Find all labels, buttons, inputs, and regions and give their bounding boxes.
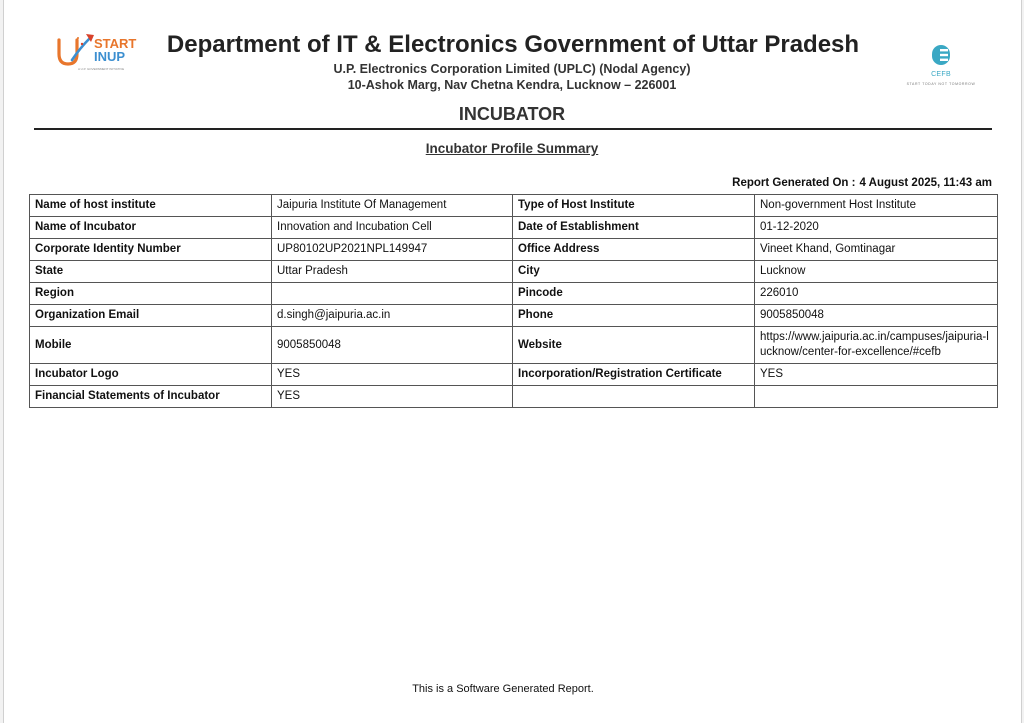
field-label: Phone xyxy=(513,305,755,327)
field-value: Innovation and Incubation Cell xyxy=(272,217,513,239)
field-value xyxy=(272,283,513,305)
field-label: Financial Statements of Incubator xyxy=(30,386,272,408)
field-label: Name of host institute xyxy=(30,195,272,217)
field-label: Incubator Logo xyxy=(30,364,272,386)
field-label: City xyxy=(513,261,755,283)
table-row xyxy=(30,364,998,386)
summary-title xyxy=(0,141,1024,156)
table-row xyxy=(30,195,998,217)
field-value: Non-government Host Institute xyxy=(755,195,998,217)
agency-subtitle: U.P. Electronics Corporation Limited (UPLC) (Nodal Agency) xyxy=(333,62,691,76)
field-value: Lucknow xyxy=(755,261,998,283)
field-label: Incorporation/Registration Certificate xyxy=(513,364,755,386)
field-label: Website xyxy=(513,327,755,364)
department-title-text: Department of IT & Electronics Government of Uttar Pradesh xyxy=(166,31,860,58)
table-row xyxy=(30,239,998,261)
cefb-label: CEFB xyxy=(931,71,951,78)
field-value: YES xyxy=(272,386,513,408)
field-label: State xyxy=(30,261,272,283)
website-link[interactable]: https://www.jaipuria.ac.in/campuses/jaipuria-lucknow/center-for-excellence/#cefb xyxy=(755,327,998,364)
logo-tagline: A U.P. GOVERNMENT INITIATIVE xyxy=(78,67,125,71)
field-label: Name of Incubator xyxy=(30,217,272,239)
field-value: 226010 xyxy=(755,283,998,305)
table-row xyxy=(30,261,998,283)
report-generated-label: Report Generated On : xyxy=(732,177,856,189)
cefb-tagline: START TODAY NOT TOMORROW xyxy=(906,82,976,86)
field-value: Jaipuria Institute Of Management xyxy=(272,195,513,217)
field-label: Mobile xyxy=(30,327,272,364)
field-value: 9005850048 xyxy=(755,305,998,327)
summary-title-text: Incubator Profile Summary xyxy=(425,141,599,156)
report-generated-value: 4 August 2025, 11:43 am xyxy=(859,177,992,189)
header-divider xyxy=(34,128,992,130)
field-value: 9005850048 xyxy=(272,327,513,364)
field-label xyxy=(513,386,755,408)
field-value: 01-12-2020 xyxy=(755,217,998,239)
field-value: YES xyxy=(272,364,513,386)
table-row xyxy=(30,327,998,364)
profile-table xyxy=(29,194,998,408)
table-row xyxy=(30,283,998,305)
table-row xyxy=(30,305,998,327)
field-value: YES xyxy=(755,364,998,386)
field-label: Type of Host Institute xyxy=(513,195,755,217)
field-value xyxy=(755,386,998,408)
field-value: d.singh@jaipuria.ac.in xyxy=(272,305,513,327)
field-label: Region xyxy=(30,283,272,305)
field-value: UP80102UP2021NPL149947 xyxy=(272,239,513,261)
field-label: Date of Establishment xyxy=(513,217,755,239)
logo-start-text: START xyxy=(94,36,137,51)
address-subtitle: 10-Ashok Marg, Nav Chetna Kendra, Lucknow – 226001 xyxy=(347,78,677,92)
field-label: Pincode xyxy=(513,283,755,305)
section-title: INCUBATOR xyxy=(458,104,566,124)
field-label: Corporate Identity Number xyxy=(30,239,272,261)
field-label: Organization Email xyxy=(30,305,272,327)
report-generated xyxy=(732,177,992,189)
table-row xyxy=(30,217,998,239)
table-row xyxy=(30,386,998,408)
department-title xyxy=(0,31,1024,59)
field-label: Office Address xyxy=(513,239,755,261)
footer-note: This is a Software Generated Report. xyxy=(412,683,594,695)
field-value: Uttar Pradesh xyxy=(272,261,513,283)
field-value: Vineet Khand, Gomtinagar xyxy=(755,239,998,261)
logo-inup-text: INUP xyxy=(94,49,126,64)
